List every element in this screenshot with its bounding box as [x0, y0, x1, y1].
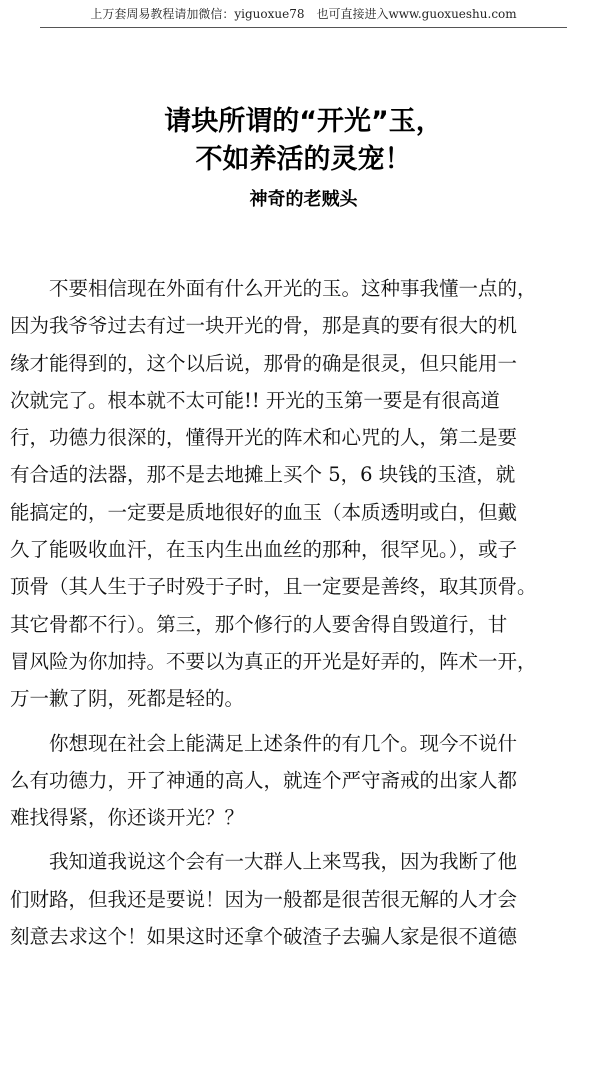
paragraph-spacer: [10, 836, 570, 843]
header-watermark-note: 上万套周易教程请加微信：yiguoxue78 也可直接进入www.guoxueshu.com: [90, 7, 517, 21]
paragraph-line: 难找得紧，你还谈开光？？: [10, 806, 245, 830]
paragraph-line: 因为我爷爷过去有过一块开光的骨，那是真的要有很大的机: [10, 314, 518, 338]
paragraph-line: 冒风险为你加持。不要以为真正的开光是好弄的，阵术一开，: [10, 649, 537, 673]
paragraph-2: [10, 725, 570, 837]
paragraph-line: 缘才能得到的，这个以后说，那骨的确是很灵，但只能用一: [10, 351, 518, 375]
author-name: 神奇的老贼头: [249, 189, 358, 210]
header-divider: [40, 27, 567, 28]
page-title-line-1: 请块所谓的“开光”玉，: [164, 106, 443, 137]
paragraph-line: 次就完了。根本就不太可能!! 开光的玉第一要是有很高道: [10, 388, 500, 412]
article-body: [10, 270, 570, 955]
paragraph-line: 你想现在社会上能满足上述条件的有几个。现今不说什: [10, 731, 518, 755]
title-block: [0, 103, 607, 212]
paragraph-line: 刻意去求这个！如果这时还拿个破渣子去骗人家是很不道德: [10, 925, 518, 949]
page-title-line-2: 不如养活的灵宠！: [195, 144, 412, 175]
paragraph-1: [10, 270, 570, 718]
paragraph-line: 们财路，但我还是要说！因为一般都是很苦很无解的人才会: [10, 887, 518, 911]
paragraph-line: 行，功德力很深的，懂得开光的阵术和心咒的人，第二是要: [10, 426, 518, 450]
paragraph-3: [10, 843, 570, 955]
paragraph-line: 其它骨都不行）。第三，那个修行的人要舍得自毁道行，甘: [10, 612, 508, 636]
paragraph-line: 久了能吸收血汗，在玉内生出血丝的那种，很罕见。），或子: [10, 538, 518, 562]
paragraph-line: 么有功德力，开了神通的高人，就连个严守斋戒的出家人都: [10, 768, 518, 792]
paragraph-spacer: [10, 718, 570, 725]
paragraph-line: 万一歉了阴，死都是轻的。: [10, 687, 245, 711]
paragraph-line: 能搞定的，一定要是质地很好的血玉（本质透明或白，但戴: [10, 500, 518, 524]
paragraph-line: 有合适的法器，那不是去地摊上买个 5，6 块钱的玉渣，就: [10, 463, 516, 487]
paragraph-line: 顶骨（其人生于子时殁于子时，且一定要是善终，取其顶骨。: [10, 575, 537, 599]
paragraph-line: 我知道我说这个会有一大群人上来骂我，因为我断了他: [10, 850, 518, 874]
paragraph-line: 不要相信现在外面有什么开光的玉。这种事我懂一点的，: [10, 277, 537, 300]
